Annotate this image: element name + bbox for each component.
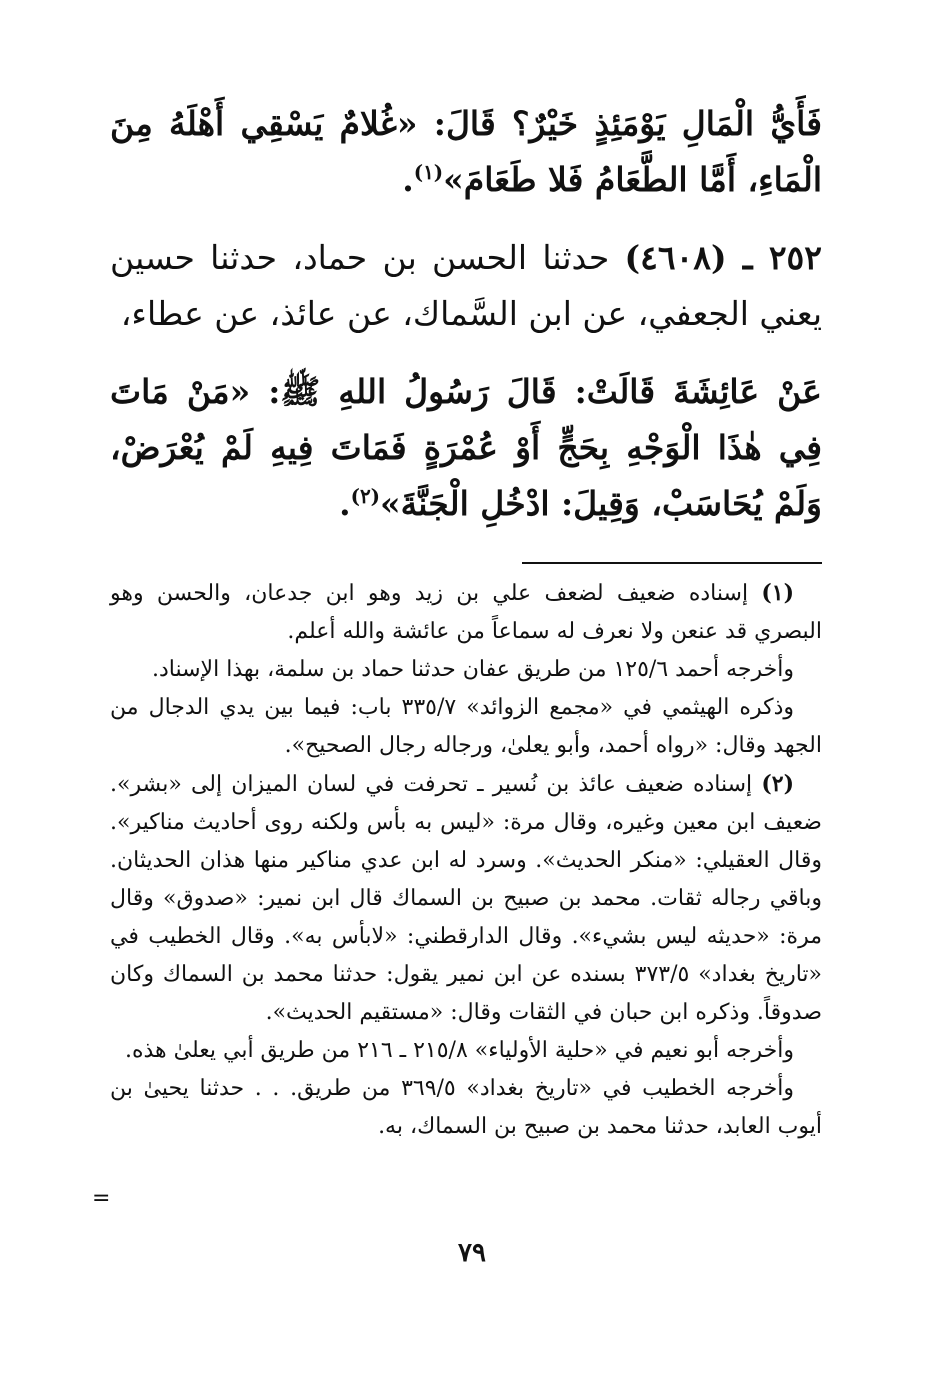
main-text [110, 96, 822, 532]
footnote-2-text: إسناده ضعيف عائذ بن نُسير ـ تحرفت في لسان الميزان إلى «بشر». ضعيف ابن معين وغيره، وقال مرة: «ليس به بأس ولكنه روى أحاديث مناكير». وقال العقيلي: «منكر الحديث». وسرد له ابن عدي مناكير منها هذان الحديثان. وباقي رجاله ثقات. محمد بن صبيح بن السماك قال ابن نمير: «صدوق» وقال مرة: «حديثه ليس بشيء». وقال الدارقطني: «لابأس به». وقال الخطيب في «تاريخ بغداد» ٣٧٣/٥ بسنده عن ابن نمير يقول: حدثنا محمد بن السماك وكان صدوقاً. وذكره ابن حبان في الثقات وقال: «مستقيم الحديث». [110, 772, 822, 1025]
footnote-2-para-a: وأخرجه أبو نعيم في «حلية الأولياء» ٢١٥/٨ ـ ٢١٦ من طريق أبي يعلىٰ هذه. [124, 1038, 794, 1063]
footnote-2 [110, 765, 822, 1032]
footnote-1-para-b: وذكره الهيثمي في «مجمع الزوائد» ٣٣٥/٧ باب: فيما بين يدي الدجال من الجهد وقال: «رواه أحمد، وأبو يعلىٰ، ورجاله رجال الصحيح». [110, 695, 822, 758]
hadith-continuation-end: . [402, 160, 414, 199]
hadith-matn-end: . [339, 484, 351, 523]
page-content [110, 96, 822, 1146]
footnote-ref-1[interactable]: (١) [413, 160, 444, 184]
footnote-1-para-a: وأخرجه أحمد ١٢٥/٦ من طريق عفان حدثنا حماد بن سلمة، بهذا الإسناد. [151, 657, 794, 682]
footnote-1-number: (١) [761, 580, 794, 606]
hadith-continuation-text: فَأَيُّ الْمَالِ يَوْمَئِذٍ خَيْرٌ؟ قَالَ: «غُلامٌ يَسْقِي أَهْلَهُ مِنَ الْمَاءِ، أَمَّا الطَّعَامُ فَلا طَعَامَ» [110, 104, 822, 199]
hadith-number: ٢٥٢ ـ (٤٦٠٨) [624, 238, 822, 277]
footnote-2-para-b: وأخرجه الخطيب في «تاريخ بغداد» ٣٦٩/٥ من طريق. . . حدثنا يحيىٰ بن أيوب العابد، حدثنا محمد بن صبيح بن السماك، به. [110, 1076, 822, 1139]
footnote-separator [522, 562, 822, 564]
hadith-continuation [110, 96, 822, 208]
footnote-1-text: إسناده ضعيف لضعف علي بن زيد وهو ابن جدعان، والحسن وهو البصري قد عنعن ولا نعرف له سماعاً من عائشة والله أعلم. [110, 581, 822, 644]
isnad-text: حدثنا الحسن بن حماد، حدثنا حسين يعني الجعفي، عن ابن السَّماك، عن عائذ، عن عطاء، [110, 238, 822, 333]
footnote-ref-2[interactable]: (٢) [350, 484, 380, 508]
footnotes [110, 574, 822, 1146]
hadith-matn-text: عَنْ عَائِشَةَ قَالَتْ: قَالَ رَسُولُ اللهِ ﷺ: «مَنْ مَاتَ فِي هٰذَا الْوَجْهِ بِحَجٍّ أَوْ عُمْرَةٍ فَمَاتَ فِيهِ لَمْ يُعْرَضْ، وَلَمْ يُحَاسَبْ، وَقِيلَ: ادْخُلِ الْجَنَّةَ» [110, 372, 822, 523]
isnad-paragraph [110, 230, 822, 342]
footnote-2-number: (٢) [761, 771, 795, 797]
page-number: ٧٩ [458, 1238, 486, 1268]
footnote-1 [110, 574, 822, 651]
continuation-mark: = [92, 1186, 111, 1211]
hadith-matn [110, 364, 822, 532]
